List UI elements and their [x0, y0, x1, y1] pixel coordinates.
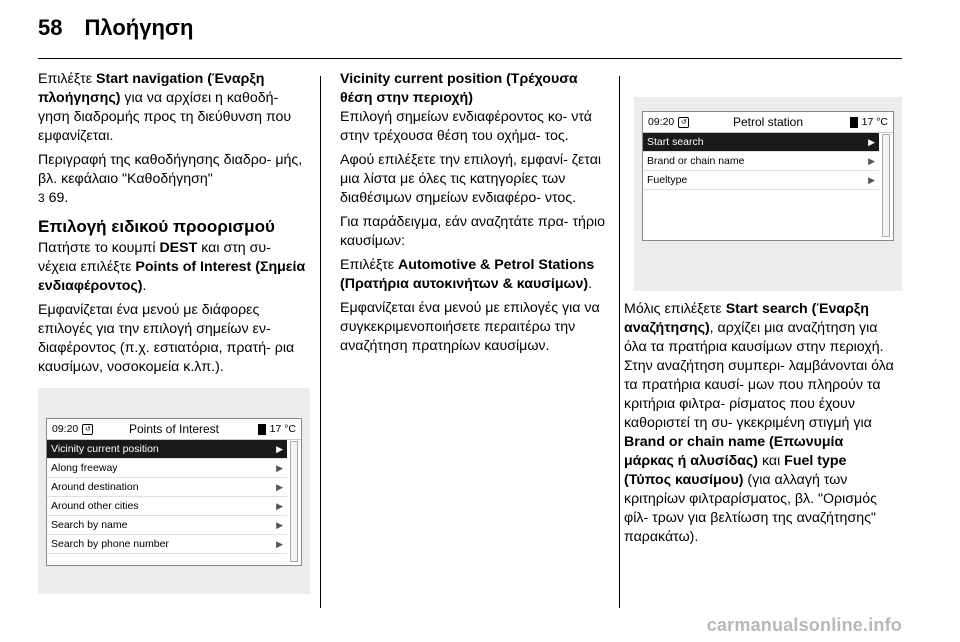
- chevron-right-icon: ▶: [276, 462, 283, 473]
- navigation-icon: ↺: [82, 424, 93, 435]
- screenshot-petrol-station: [634, 97, 902, 291]
- chevron-right-icon: ▶: [868, 155, 875, 166]
- paragraph: Επιλέξτε Automotive & Petrol Stations (Πρατήρια αυτοκινήτων & καυσίμων).: [340, 257, 595, 292]
- column-1: [38, 70, 310, 382]
- section-heading: Επιλογή ειδικού προορισμού: [38, 217, 275, 236]
- paragraph: Μόλις επιλέξετε Start search (Έναρξη αναζήτησης), αρχίζει μια αναζήτηση για όλα τα πρατήρια καυσίμων στην περιοχή. Στην αναζήτηση συμπερι- λαμβάνονται όλα τα πρατήρια καυσί- μων που πληρούν τα κριτήρια φιλτρα- ρίσματος που έχουν καθοριστεί τη συ- γκεκριμένη στιγμή για Brand or chain name (Επωνυμία μάρκας ή αλυσίδας) και Fuel type (Τύπος καυσίμου) (για αλλαγή των κριτηρίων φιλτραρίσματος, βλ. "Ορισμός φίλ- τρων για βελτίωση της αναζήτησης" παρακάτω).: [624, 301, 894, 545]
- thermometer-icon: [258, 424, 266, 435]
- menu-item[interactable]: Start search ▶: [643, 133, 879, 152]
- chevron-right-icon: ▶: [868, 174, 875, 185]
- column-divider-2: [619, 76, 620, 608]
- paragraph: Περιγραφή της καθοδήγησης διαδρο- μής, βλ. κεφάλαιο "Καθοδήγηση" 3 69.: [38, 152, 303, 206]
- menu-item[interactable]: Around destination ▶: [47, 478, 287, 497]
- status-bar: [47, 419, 301, 440]
- menu-item[interactable]: Fueltype ▶: [643, 171, 879, 190]
- screen-title: Points of Interest: [128, 422, 220, 436]
- temperature: 17 °C: [861, 116, 888, 128]
- thermometer-icon: [850, 117, 858, 128]
- page-reference-icon: 3: [38, 191, 45, 205]
- paragraph: Vicinity current position (Τρέχουσα θέση στην περιοχή) Επιλογή σημείων ενδιαφέροντος κο- ντά στην τρέχουσα θέση του οχήμα- τος.: [340, 71, 593, 144]
- paragraph: Για παράδειγμα, εάν αναζητάτε πρα- τήριο καυσίμων:: [340, 214, 606, 249]
- header-divider: [38, 58, 902, 59]
- menu-list: [643, 133, 879, 190]
- status-bar: [643, 112, 893, 133]
- chevron-right-icon: ▶: [276, 481, 283, 492]
- paragraph: Πατήστε το κουμπί DEST και στη συ- νέχεια επιλέξτε Points of Interest (Σημεία ενδιαφέροντος).: [38, 240, 306, 294]
- menu-item[interactable]: Along freeway ▶: [47, 459, 287, 478]
- chevron-right-icon: ▶: [276, 519, 283, 530]
- watermark: carmanualsonline.info: [706, 615, 902, 635]
- chevron-right-icon: ▶: [276, 500, 283, 511]
- column-3: [624, 300, 896, 552]
- chevron-right-icon: ▶: [868, 136, 875, 147]
- menu-item[interactable]: Search by phone number ▶: [47, 535, 287, 554]
- scrollbar[interactable]: [290, 441, 298, 562]
- menu-item[interactable]: Brand or chain name ▶: [643, 152, 879, 171]
- menu-item[interactable]: Search by name ▶: [47, 516, 287, 535]
- clock: 09:20: [648, 116, 675, 128]
- display-screen: [46, 418, 302, 566]
- menu-item[interactable]: Around other cities ▶: [47, 497, 287, 516]
- clock: 09:20: [52, 423, 79, 435]
- page-title: Πλοήγηση: [84, 15, 194, 40]
- chevron-right-icon: ▶: [276, 538, 283, 549]
- paragraph: Επιλέξτε Start navigation (Έναρξη πλοήγησης) για να αρχίσει η καθοδή- γηση διαδρομής προς τη διεύθυνση που εμφανίζεται.: [38, 71, 292, 144]
- navigation-icon: ↺: [678, 117, 689, 128]
- menu-item[interactable]: Vicinity current position ▶: [47, 440, 287, 459]
- page-header: [38, 10, 193, 46]
- column-2: [340, 70, 612, 361]
- screen-title: Petrol station: [732, 115, 804, 129]
- scrollbar[interactable]: [882, 134, 890, 237]
- menu-list: [47, 440, 287, 554]
- page-number: 58: [38, 15, 63, 40]
- display-screen: [642, 111, 894, 241]
- temperature: 17 °C: [269, 423, 296, 435]
- column-divider-1: [320, 76, 321, 608]
- chevron-right-icon: ▶: [276, 443, 283, 454]
- paragraph: Αφού επιλέξετε την επιλογή, εμφανί- ζεται μια λίστα με όλες τις κατηγορίες των διαθέσιμων σημείων ενδιαφέρο- ντος.: [340, 152, 602, 206]
- paragraph: Εμφανίζεται ένα μενού με διάφορες επιλογές για την επιλογή σημείων εν- διαφέροντος (π.χ. εστιατόρια, πρατή- ρια καυσίμων, νοσοκομεία κ.λπ.).: [38, 302, 295, 375]
- screenshot-points-of-interest: [38, 388, 310, 594]
- paragraph: Εμφανίζεται ένα μενού με επιλογές για να συγκεκριμενοποιήσετε περαιτέρω την αναζήτηση πρατηρίων καυσίμων.: [340, 300, 600, 354]
